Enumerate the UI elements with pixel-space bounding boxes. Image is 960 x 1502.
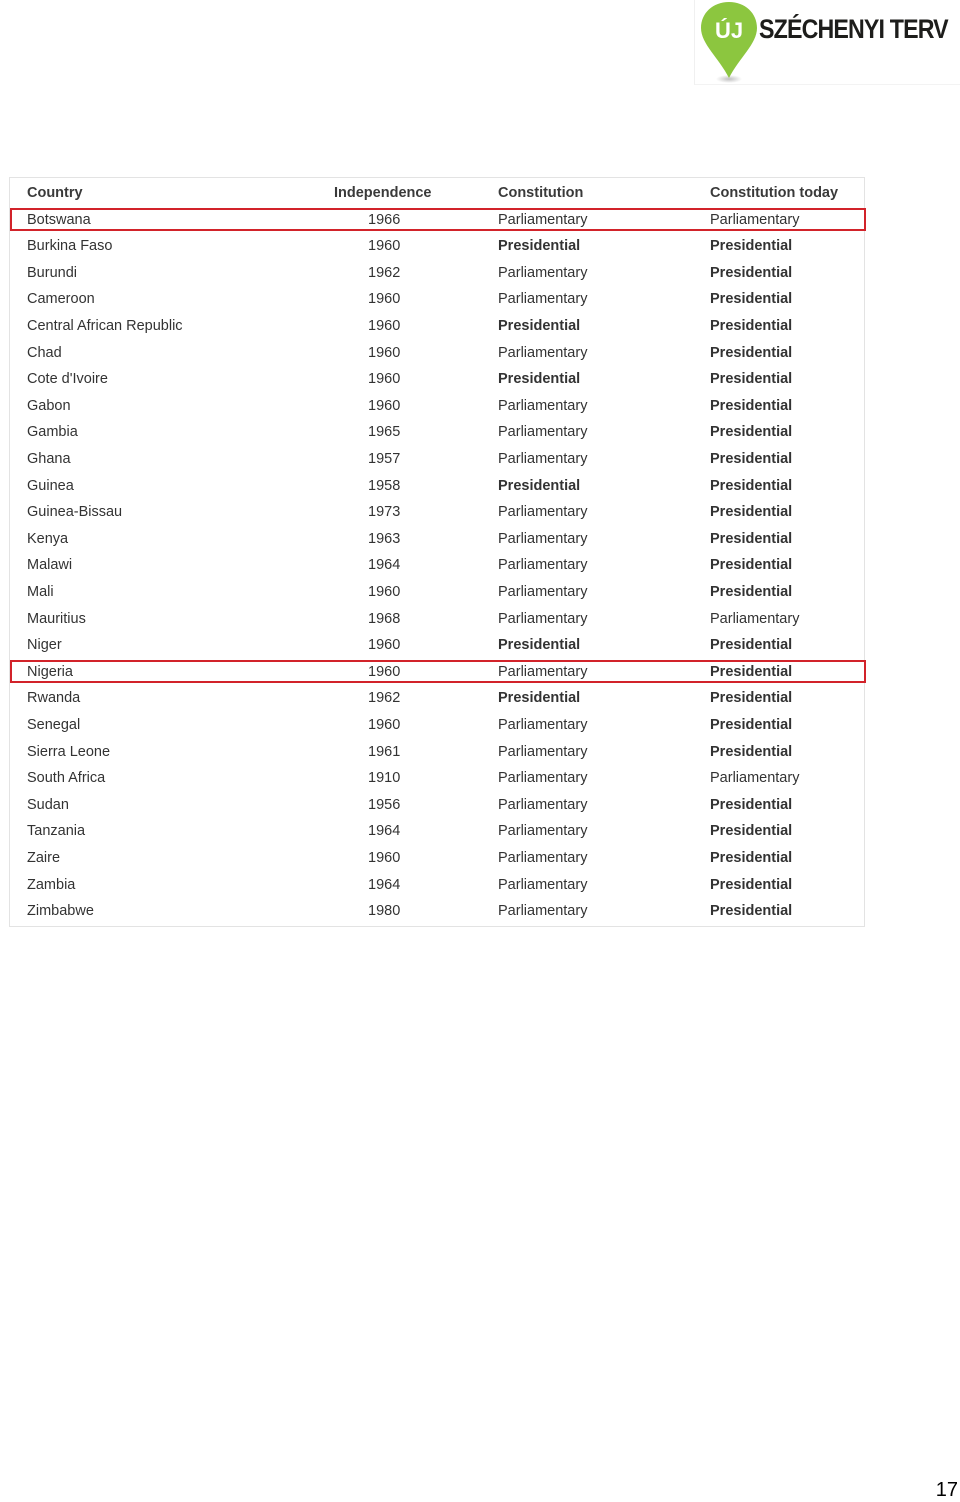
header-independence: Independence [334,185,432,201]
cell-country: Botswana [27,211,91,228]
cell-independence: 1964 [368,557,401,574]
cell-constitution: Presidential [498,317,581,334]
cell-country: Guinea-Bissau [27,504,123,521]
cell-independence: 1961 [368,743,401,760]
cell-constitution-today: Presidential [710,690,793,707]
cell-constitution-today: Parliamentary [710,610,800,627]
cell-constitution: Parliamentary [498,504,588,521]
cell-constitution: Parliamentary [498,344,588,361]
cell-country: Rwanda [27,690,81,707]
cell-constitution-today: Presidential [710,716,793,733]
table-row [10,526,864,552]
cell-country: Gambia [27,424,78,441]
cell-constitution-today: Presidential [710,371,793,388]
cell-independence: 1960 [368,317,401,334]
logo-wordmark: SZÉCHENYI TERV [759,14,948,44]
cell-constitution: Parliamentary [498,903,588,920]
cell-constitution-today: Presidential [710,238,793,255]
cell-constitution-today: Presidential [710,637,793,654]
cell-constitution-today: Presidential [710,477,793,494]
table-row [10,393,864,419]
cell-country: Guinea [27,477,74,494]
cell-constitution: Presidential [498,238,581,255]
cell-independence: 1960 [368,849,401,866]
cell-country: Niger [27,637,62,654]
cell-constitution: Parliamentary [498,530,588,547]
cell-independence: 1962 [368,264,401,281]
cell-constitution-today: Parliamentary [710,211,800,228]
table-row [10,606,864,632]
cell-independence: 1960 [368,637,401,654]
cell-independence: 1965 [368,424,401,441]
cell-constitution: Parliamentary [498,823,588,840]
cell-country: Ghana [27,450,71,467]
cell-constitution: Parliamentary [498,424,588,441]
cell-independence: 1973 [368,504,401,521]
row-highlight-box [10,660,866,683]
table-row [10,872,864,898]
table-header-row [10,180,864,206]
cell-country: Zimbabwe [27,903,94,920]
cell-constitution: Parliamentary [498,796,588,813]
table-row [10,552,864,578]
cell-constitution-today: Presidential [710,424,793,441]
cell-constitution: Presidential [498,690,581,707]
cell-constitution-today: Presidential [710,450,793,467]
table-row [10,739,864,765]
table-row [10,685,864,711]
header-constitution: Constitution [498,185,584,201]
cell-constitution-today: Presidential [710,796,793,813]
cell-constitution: Parliamentary [498,450,588,467]
cell-independence: 1910 [368,770,401,787]
cell-constitution-today: Presidential [710,397,793,414]
table-row [10,473,864,499]
page-number: 17 [935,1479,958,1501]
cell-constitution-today: Presidential [710,557,793,574]
cell-constitution: Parliamentary [498,610,588,627]
header-constitution-today: Constitution today [710,185,839,201]
cell-independence: 1960 [368,371,401,388]
cell-country: Malawi [27,557,73,574]
cell-constitution: Parliamentary [498,264,588,281]
table-row [10,818,864,844]
cell-constitution: Parliamentary [498,211,588,228]
table-row [10,446,864,472]
table-row [10,499,864,525]
cell-independence: 1960 [368,344,401,361]
szechenyi-terv-logo [694,0,960,85]
cell-independence: 1966 [368,211,401,228]
cell-independence: 1957 [368,450,401,467]
cell-country: Burkina Faso [27,238,113,255]
cell-constitution-today: Presidential [710,663,793,680]
cell-country: Chad [27,344,62,361]
constitution-table [9,177,865,927]
cell-constitution-today: Presidential [710,849,793,866]
cell-constitution: Presidential [498,371,581,388]
row-highlight-box [10,208,866,231]
cell-independence: 1964 [368,823,401,840]
cell-country: Central African Republic [27,317,183,334]
table-row [10,845,864,871]
cell-constitution: Presidential [498,477,581,494]
cell-independence: 1956 [368,796,401,813]
cell-country: Nigeria [27,663,73,680]
cell-independence: 1968 [368,610,401,627]
map-pin-icon [697,0,759,84]
cell-country: Cote d'Ivoire [27,371,108,388]
cell-independence: 1962 [368,690,401,707]
table-row [10,340,864,366]
cell-constitution-today: Presidential [710,823,793,840]
cell-country: Kenya [27,530,69,547]
cell-country: Zambia [27,876,76,893]
cell-country: South Africa [27,770,106,787]
cell-constitution-today: Presidential [710,876,793,893]
header-country: Country [27,185,83,201]
cell-constitution: Parliamentary [498,397,588,414]
table-row [10,765,864,791]
cell-constitution: Parliamentary [498,557,588,574]
cell-constitution: Parliamentary [498,876,588,893]
table-row [10,579,864,605]
table-row [10,792,864,818]
cell-constitution-today: Presidential [710,264,793,281]
table-row [10,313,864,339]
cell-constitution: Parliamentary [498,663,588,680]
table-row [10,366,864,392]
cell-independence: 1964 [368,876,401,893]
cell-constitution-today: Presidential [710,504,793,521]
table-row [10,260,864,286]
cell-country: Burundi [27,264,77,281]
cell-constitution-today: Presidential [710,583,793,600]
cell-constitution: Presidential [498,637,581,654]
cell-constitution-today: Presidential [710,743,793,760]
cell-independence: 1960 [368,663,401,680]
cell-independence: 1960 [368,583,401,600]
cell-constitution-today: Presidential [710,291,793,308]
logo-badge-text: ÚJ [714,18,744,43]
cell-constitution: Parliamentary [498,716,588,733]
cell-constitution-today: Parliamentary [710,770,800,787]
table-row [10,286,864,312]
cell-constitution: Parliamentary [498,743,588,760]
cell-constitution: Parliamentary [498,770,588,787]
cell-country: Mali [27,583,54,600]
table-row [10,233,864,259]
cell-country: Mauritius [27,610,86,627]
table-row [10,632,864,658]
cell-independence: 1960 [368,291,401,308]
cell-country: Sudan [27,796,69,813]
cell-independence: 1980 [368,903,401,920]
cell-independence: 1960 [368,238,401,255]
cell-independence: 1960 [368,397,401,414]
cell-constitution-today: Presidential [710,317,793,334]
cell-country: Sierra Leone [27,743,111,760]
cell-independence: 1958 [368,477,401,494]
cell-constitution: Parliamentary [498,849,588,866]
cell-country: Cameroon [27,291,95,308]
cell-country: Gabon [27,397,71,414]
cell-constitution-today: Presidential [710,903,793,920]
cell-constitution: Parliamentary [498,583,588,600]
cell-independence: 1963 [368,530,401,547]
cell-independence: 1960 [368,716,401,733]
cell-country: Tanzania [27,823,86,840]
cell-country: Senegal [27,716,81,733]
table-row [10,898,864,924]
cell-constitution: Parliamentary [498,291,588,308]
cell-constitution-today: Presidential [710,530,793,547]
table-row [10,712,864,738]
cell-country: Zaire [27,849,61,866]
table-row [10,419,864,445]
cell-constitution-today: Presidential [710,344,793,361]
